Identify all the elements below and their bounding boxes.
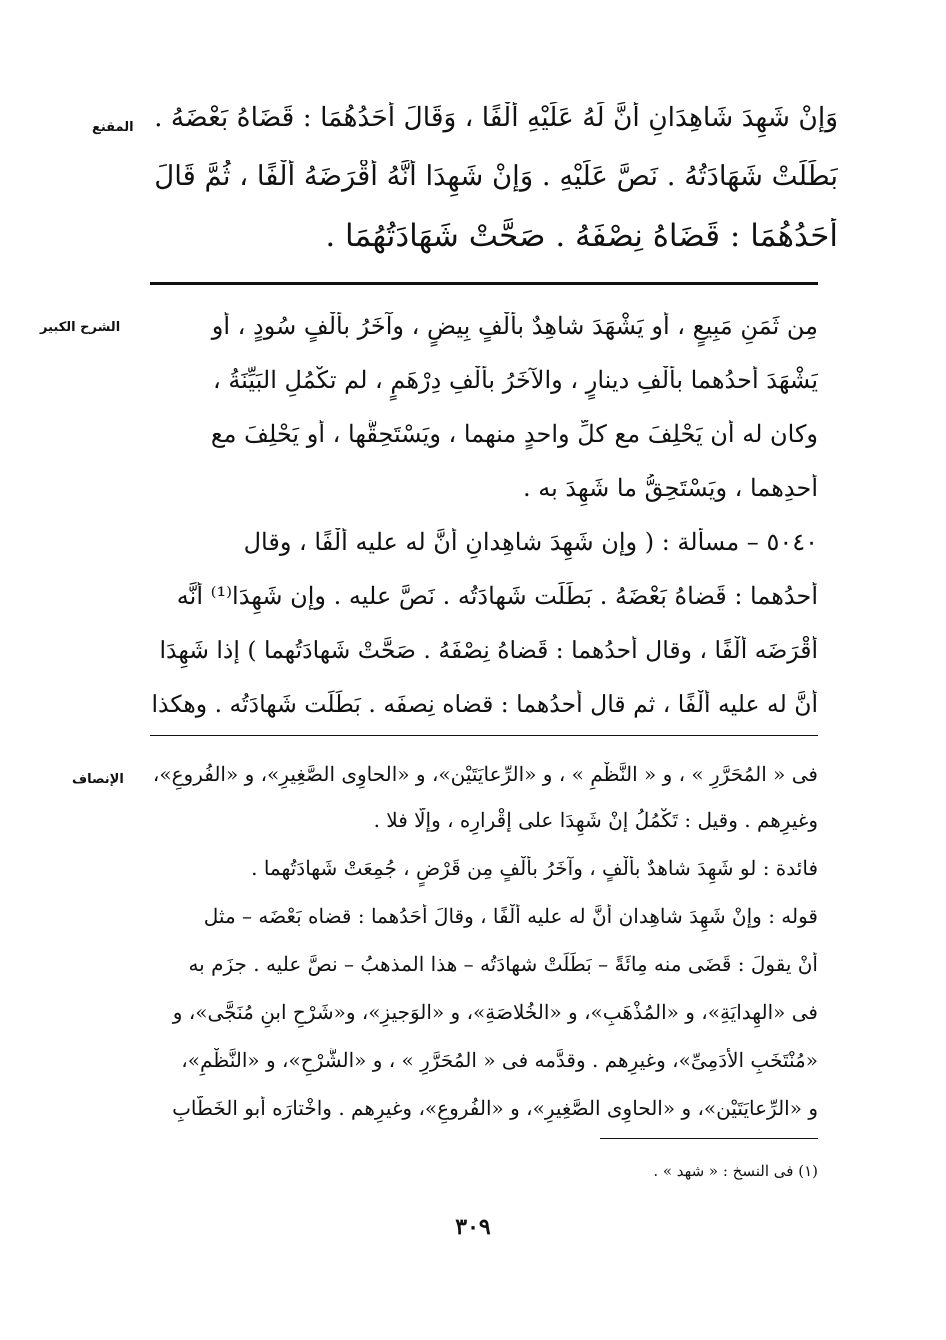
section-divider-thick <box>150 282 818 285</box>
sharh-line: وكان له أن يَحْلِفَ مع كلِّ واحدٍ منهما ، ويَسْتَحِقَّها ، أو يَحْلِفَ مع <box>210 420 818 448</box>
sharh-line: أحدِهما ، ويَسْتَحِقُّ ما شَهِدَ به . <box>522 474 818 502</box>
footnote-divider <box>600 1138 818 1139</box>
sharh-line: ٥٠٤٠ – مسألة : ( وإن شَهِدَ شاهِدانِ أنَّ له عليه أَلْفًا ، وقال <box>243 528 818 556</box>
section-label-insaf: الإنصاف <box>72 772 124 787</box>
insaf-line: قوله : وإنْ شَهِدَ شاهِدان أنَّ له عليه أَلْفًا ، وقالَ أحَدُهما : قضاه بَعْضَه – مثل <box>203 904 818 928</box>
muqni-line: وَإنْ شَهِدَ شَاهِدَانِ أَنَّ لَهُ عَلَيْهِ أَلْفًا ، وَقَالَ أَحَدُهُمَا : قَضَاهُ بَعْضَهُ . <box>154 102 838 133</box>
muqni-line: بَطَلَتْ شَهَادَتُهُ . نَصَّ عَلَيْهِ . وَإنْ شَهِدَا أَنَّهُ أَقْرَضَهُ أَلْفًا ، ثُمَّ قَالَ <box>154 160 838 192</box>
footnote: (١) فى النسخ : « شهد » . <box>653 1162 818 1180</box>
insaf-line: «مُنْتَخَبِ الأدَمِىِّ»، وغيرِهم . وقدَّمه فى « المُحَرَّرِ » ، و «الشَّرْحِ»، و «النَّظْمِ»، <box>181 1048 818 1072</box>
section-label-muqni: المقنع <box>92 120 134 135</box>
sharh-line: أَقْرَضَه أَلْفًا ، وقال أحدُهما : قَضاهُ نِصْفَهُ . صَحَّتْ شَهادَتُهما ) إذا شَهِدَا <box>159 636 818 664</box>
sharh-line: أنَّ له عليه أَلْفًا ، ثم قال أحدُهما : قضاه نِصفَه . بَطَلَت شَهادَتُه . وهكذا <box>151 690 818 718</box>
insaf-line: فائدة : لو شَهِدَ شاهدٌ بأَلْفٍ ، وآخَرُ بأَلْفٍ مِن قَرْضٍ ، جُمِعَتْ شَهادَتُهما . <box>251 856 818 880</box>
sharh-line: أحدُهما : قَضاهُ بَعْضَهُ . بَطَلَت شَهادَتُه . نَصَّ عليه . وإن شَهِدَا⁽¹⁾ أنَّه <box>176 582 818 610</box>
sharh-line: يَشْهَدَ أحدُهما بأَلْفِ دينارٍ ، والآخَرُ بأَلْفِ دِرْهَمٍ ، لم تكْمُلِ البَيِّنَةُ ، <box>212 366 818 394</box>
insaf-line: أنْ يقولَ : قَضَى منه مِائَةً – بَطَلَتْ شهادَتُه – هذا المذهبُ – نصَّ عليه . جزَم به <box>188 952 818 976</box>
sharh-line: مِن ثَمَنِ مَبِيعٍ ، أو يَشْهَدَ شاهِدٌ بأَلْفٍ بِيضٍ ، وآخَرُ بأَلْفٍ سُودٍ ، أو <box>211 312 818 340</box>
insaf-line: فى «الهِدايَةِ»، و «المُذْهَبِ»، و «الخُلاصَةِ»، و «الوَجيزِ»، و«شَرْحِ ابنِ مُنَجَّى»، و <box>172 1000 818 1024</box>
section-divider <box>150 735 818 736</box>
insaf-line: وغيرِهم . وقيل : تَكْمُلُ إنْ شَهِدَا على إقْرارِه ، وإلَّا فلا . <box>373 808 818 832</box>
page-number: ٣٠٩ <box>455 1214 491 1240</box>
insaf-line: فى « المُحَرَّرِ » ، و « النَّظْمِ » ، و «الرِّعايَتَيْن»، و «الحاوِى الصَّغِيرِ»، و «الفُروعِ»، <box>152 762 818 786</box>
section-label-sharh: الشرح الكبير <box>40 320 121 335</box>
insaf-line: و «الرِّعايَتَيْن»، و «الحاوِى الصَّغِيرِ»، و «الفُروعِ»، وغيرِهم . واخْتارَه أبو الخَطَّابِ <box>172 1096 818 1120</box>
muqni-line: أَحَدُهُمَا : قَضَاهُ نِصْفَهُ . صَحَّتْ شَهَادَتُهُمَا . <box>325 218 838 254</box>
